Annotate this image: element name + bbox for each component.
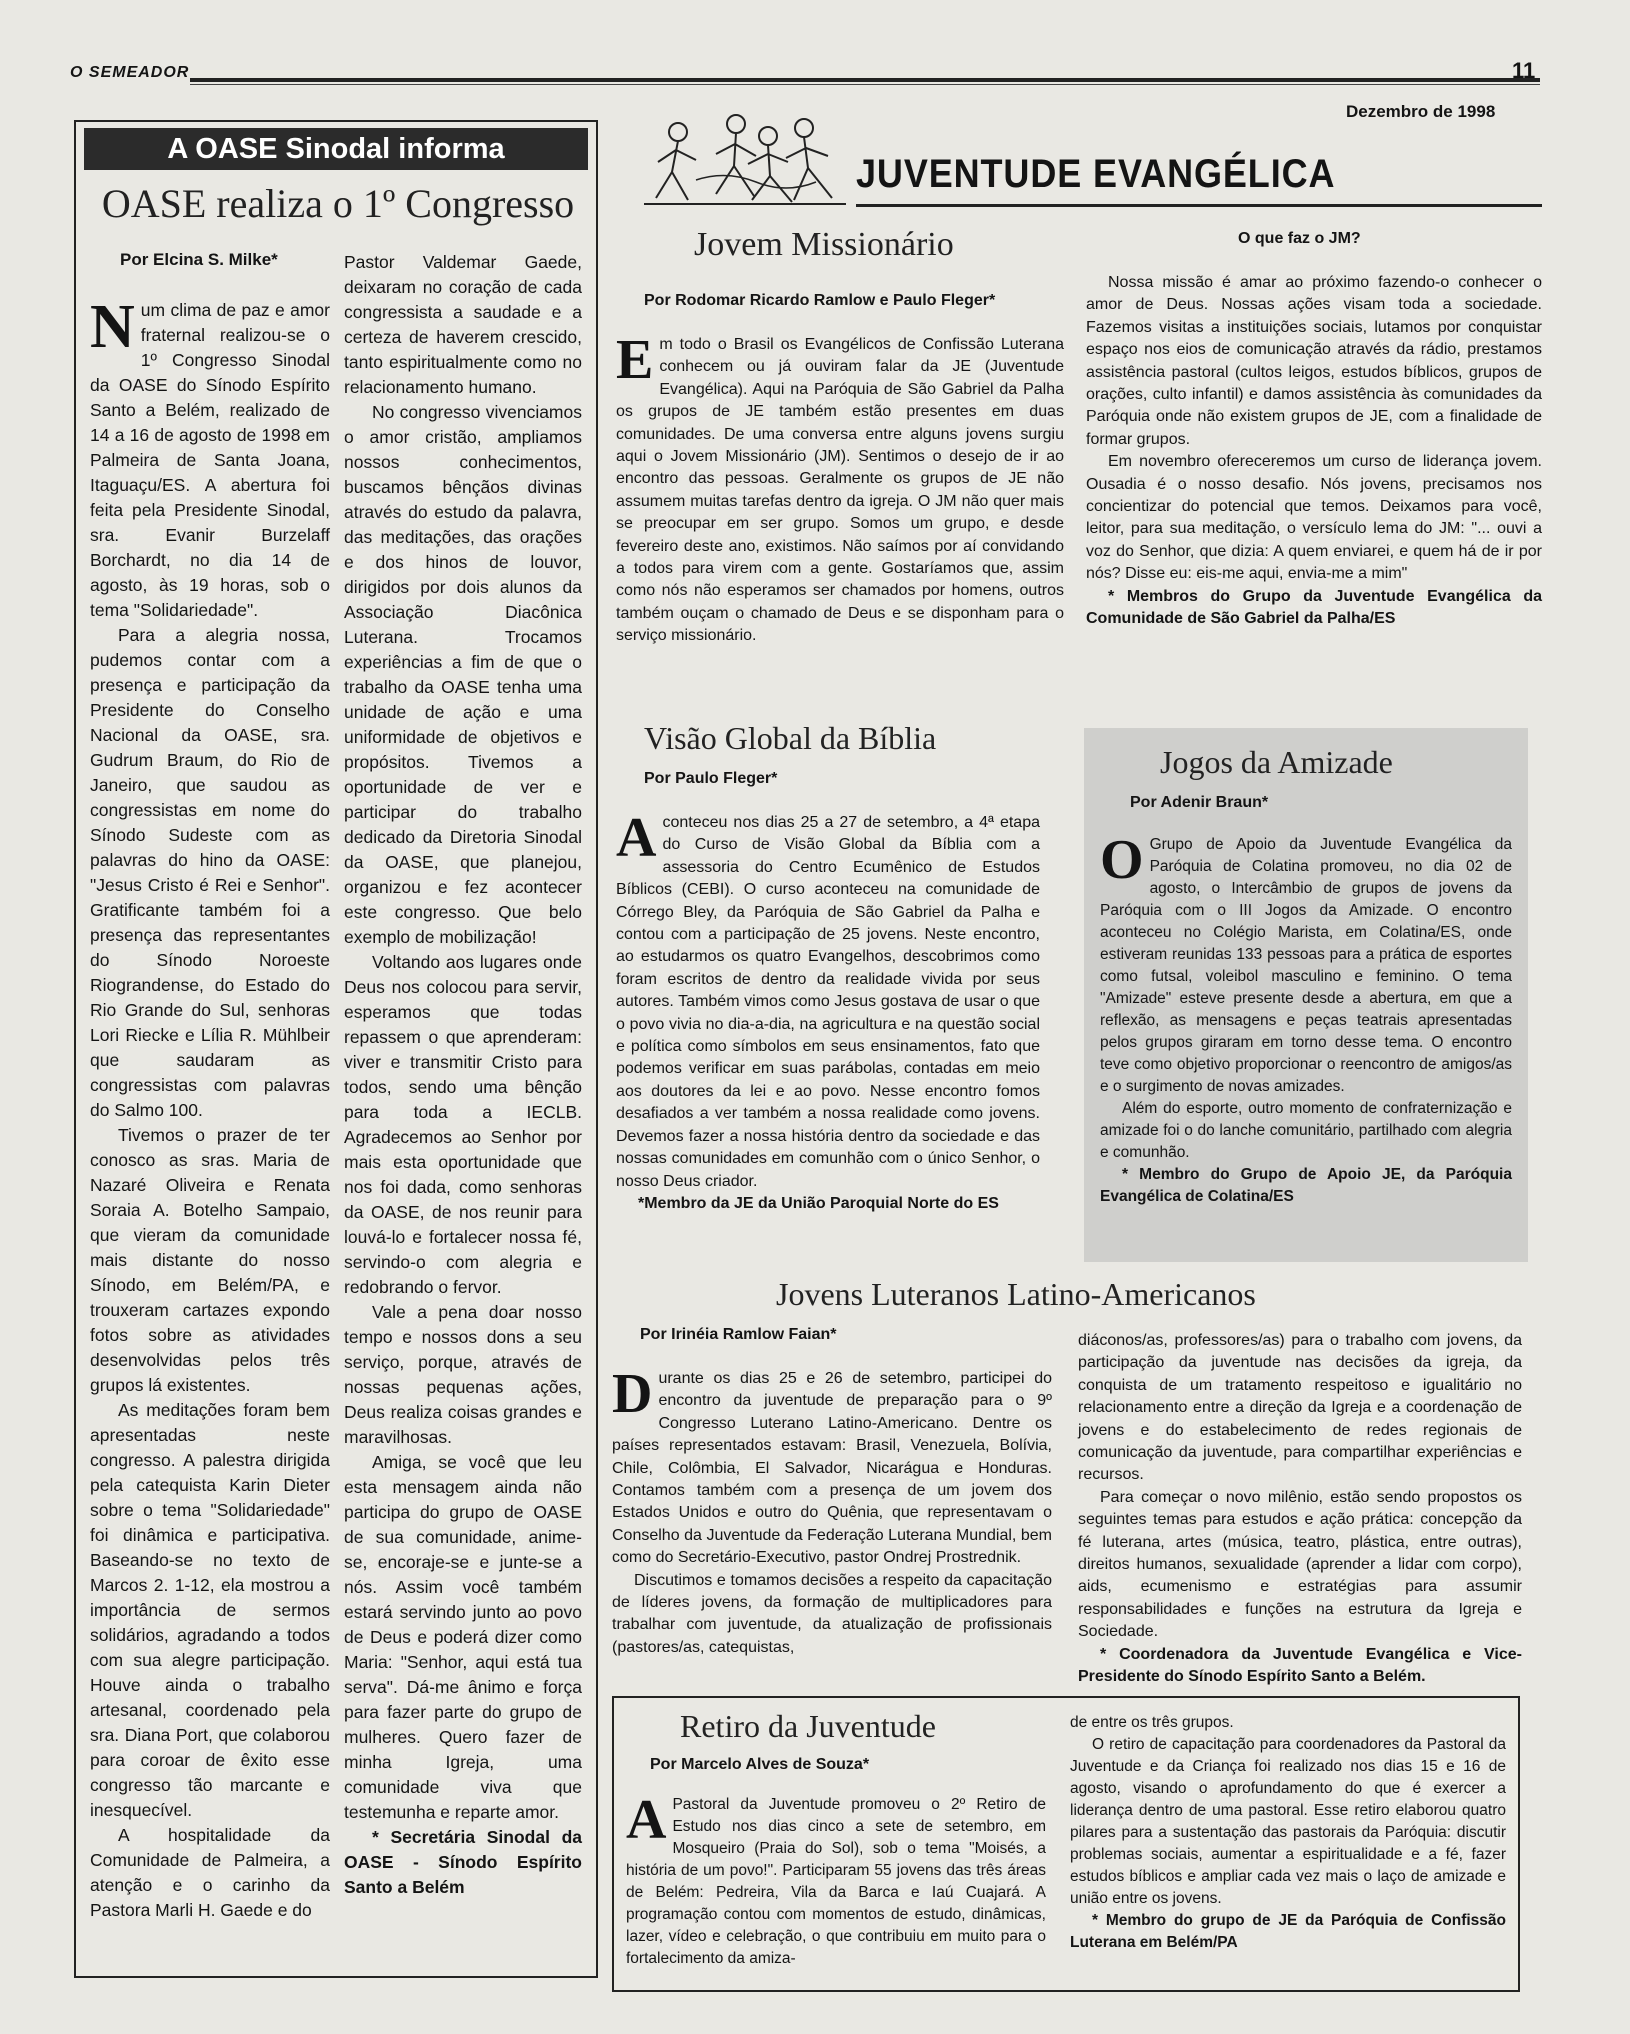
retiro-paragraph: de entre os três grupos. <box>1070 1714 1234 1731</box>
biblia-text <box>616 807 1040 1215</box>
jogos-paragraph: Além do esporte, outro momento de confraternização e amizade foi o do lanche comunitário, partilhado com alegria e comunhão. <box>1100 1100 1512 1161</box>
oase-paragraph: Vale a pena doar nosso tempo e nossos dons a seu serviço, porque, através de nossas pequenas ações, Deus realiza coisas grandes e maravilhosas. <box>344 1302 582 1447</box>
latino-left-text <box>612 1363 1052 1659</box>
latino-headline: Jovens Luteranos Latino-Americanos <box>776 1276 1256 1312</box>
oase-paragraph: No congresso vivenciamos o amor cristão, ampliamos nossos conhecimentos, buscamos bênçãos divinas através do estudo da palavra, das meditações, das orações e dos hinos de louvor, dirigidos por dois alunos da Associação Diacônica Luterana. Trocamos experiências a fim de que o trabalho da OASE tenha uma unidade de ação e uma uniformidade de objetivos e propósitos. Tivemos a oportunidade de ver e participar do trabalho dedicado da Diretoria Sinodal da OASE, que planejou, organizou e fez acontecer este congresso. Que belo exemplo de mobilização! <box>344 402 582 947</box>
page-number: 11 <box>1512 58 1536 83</box>
biblia-headline: Visão Global da Bíblia <box>644 720 937 756</box>
missionario-paragraph: Nossa missão é amar ao próximo fazendo-o conhecer o amor de Deus. Nossas ações visam toda a sociedade. Fazemos visitas a instituições sociais, lutamos por conquistar espaço nos eios de comunicação através da rádio, prestamos assistência pastoral (cultos leigos, estudos bíblicos, grupos de orações, culto infantil) e damos assistência às comunidades da Paróquia onde não existem grupos de JE, com a finalidade de formar grupos. <box>1086 274 1542 448</box>
latino-paragraph: Discutimos e tomamos decisões a respeito da capacitação de líderes jovens, da formação de multiplicadores para trabalhar com juventude, da atualização de profissionais (pastores/as, catequistas, <box>612 1571 1052 1656</box>
latino-paragraph: urante os dias 25 e 26 de setembro, participei do encontro da juventude de preparação para o 9º Congresso Luterano Latino-Americano. Dentre os países representados estavam: Brasil, Venezuela, Bolívia, Chile, Colômbia, El Salvador, Nicarágua e Honduras. Contamos também com a presença de um jovem dos Estados Unidos e outro do Quênia, que representavam o Conselho da Juventude da Federação Luterana Mundial, bem como do Secretário-Executivo, pastor Ondrej Prostrednik. <box>612 1370 1052 1567</box>
oase-byline: Por Elcina S. Milke* <box>120 250 278 269</box>
oase-paragraph: Tivemos o prazer de ter conosco as sras. Maria de Nazaré Oliveira e Renata Soraia A. Botelho Sampaio, que vieram da comunidade mais distante do nosso Sínodo, em Belém/PA, e trouxeram cartazes expondo fotos sobre as atividades desenvolvidas pelos três grupos lá existentes. <box>90 1125 330 1395</box>
retiro-left-text <box>626 1789 1046 1970</box>
oase-paragraph: Pastor Valdemar Gaede, deixaram no coração de cada congressista a saudade e a certeza de haverem crescido, tanto espiritualmente como no relacionamento humano. <box>344 252 582 397</box>
retiro-paragraph: O retiro de capacitação para coordenadores da Pastoral da Juventude e da Criança foi realizado nos dias 15 e 16 de agosto, visando o aprofundamento do que é exercer a liderança dentro de uma pastoral. Esse retiro elaborou quatro pilares para a sustentação das pastorais da Paróquia: discutir problemas sociais, aumentar a espiritualidade e a fé, fazer estudos bíblicos e ampliar cada vez mais o laço de amizade e união entre os jovens. <box>1070 1736 1506 1907</box>
missionario-paragraph: m todo o Brasil os Evangélicos de Confissão Luterana conhecem ou já ouviram falar da JE (Juventude Evangélica). Aqui na Paróquia de São Gabriel da Palha os grupos de JE também estão presentes em duas comunidades. De uma conversa entre alguns jovens surgiu aqui o Jovem Missionário (JM). Sentimos o desejo de ir ao encontro das pessoas. Geralmente os grupos de JE não assumem muitas tarefas dentro da igreja. O JM não quer mais se preocupar em ser grupo. Somos um grupo, e desde fevereiro deste ano, existimos. Não saímos por aí convidando a todos para virem com a gente. Gostaríamos que, assim como nós não esperamos ser chamados por homens, outros também ouçam o chamado de Deus e se disponham para o serviço missionário. <box>616 336 1064 645</box>
latino-paragraph: diáconos/as, professores/as) para o trabalho com jovens, da participação da juventude nas decisões da igreja, da conquista de um tratamento respeitoso e igualitário no relacionamento entre a direção da Igreja e a coordenação de jovens e do estabelecimento de redes regionais de comunicação da juventude, para compartilhar experiências e recursos. <box>1078 1332 1522 1484</box>
missionario-paragraph: Em novembro ofereceremos um curso de liderança jovem. Ousadia é o nosso desafio. Nós jovens, precisamos nos concientizar do potencial que temos. Deixamos para você, leitor, para sua meditação, o versículo lema do JM: "... ouvi a voz do Senhor, que dizia: A quem enviarei, e quem há de ir por nós? Disse eu: eis-me aqui, envia-me a mim" <box>1086 453 1542 583</box>
latino-right-text <box>1078 1330 1522 1689</box>
missionario-headline: Jovem Missionário <box>694 226 954 263</box>
latino-signature: * Coordenadora da Juventude Evangélica e Vice-Presidente do Sínodo Espírito Santo a Belém. <box>1078 1645 1522 1686</box>
oase-article-col2 <box>344 250 582 1900</box>
oase-dropcap: N <box>90 293 135 361</box>
oase-paragraph: um clima de paz e amor fraternal realizou-se o 1º Congresso Sinodal da OASE do Sínodo Espírito Santo a Belém, realizado de 14 a 16 de agosto de 1998 em Palmeira de Santa Joana, Itaguaçu/ES. A abertura foi feita pela Presidente Sinodal, sra. Evanir Burzelaff Borchardt, no dia 14 de agosto, às 19 horas, sob o tema "Solidariedade". <box>90 300 330 620</box>
jogos-paragraph: Grupo de Apoio da Juventude Evangélica da Paróquia de Colatina promoveu, no dia 02 de agosto, o Intercâmbio de grupos de jovens da Paróquia com o III Jogos da Amizade. O encontro aconteceu no Colégio Marista, em Colatina/ES, onde estiveram reunidas 133 pessoas para a prática de esportes como futsal, voleibol masculino e feminino. O tema "Amizade" esteve presente desde a abertura, em que a reflexão, as mensagens e peças teatrais apresentadas pelos grupos giraram em torno desse tema. O encontro teve como objetivo proporcionar o reencontro de amigos/as e o surgimento de novas amizades. <box>1100 836 1512 1095</box>
retiro-headline: Retiro da Juventude <box>680 1708 936 1744</box>
retiro-right-text <box>1070 1712 1506 1954</box>
jogos-text <box>1100 829 1512 1208</box>
header-rule <box>190 78 1540 82</box>
latino-paragraph: Para começar o novo milênio, estão sendo propostos os seguintes temas para estudos e ação prática: concepção da fé luterana, artes (música, teatro, plástica, entre outras), direitos humanos, sexualidade (aprender a lidar com corpo), aids, ecumenismo e estratégias para assumir responsabilidades e funções na estrutura da Igreja e Sociedade. <box>1078 1488 1522 1641</box>
latino-byline: Por Irinéia Ramlow Faian* <box>640 1326 837 1343</box>
jogos-byline: Por Adenir Braun* <box>1130 794 1269 811</box>
oase-signature: * Secretária Sinodal da OASE - Sínodo Espírito Santo a Belém <box>344 1827 582 1897</box>
juventude-section-title: JUVENTUDE EVANGÉLICA <box>856 152 1336 196</box>
oase-banner: A OASE Sinodal informa <box>84 128 588 170</box>
biblia-dropcap: A <box>616 807 657 869</box>
retiro-signature: * Membro do grupo de JE da Paróquia de Confissão Luterana em Belém/PA <box>1070 1912 1506 1951</box>
biblia-signature: *Membro da JE da União Paroquial Norte do ES <box>638 1194 999 1212</box>
newspaper-name: O SEMEADOR <box>70 64 190 81</box>
issue-date: Dezembro de 1998 <box>1346 102 1496 121</box>
missionario-text <box>616 329 1064 648</box>
missionario-signature: * Membros do Grupo da Juventude Evangélica da Comunidade de São Gabriel da Palha/ES <box>1086 587 1542 628</box>
missionario-dropcap: E <box>616 329 654 391</box>
oase-paragraph: A hospitalidade da Comunidade de Palmeira, a atenção e o carinho da Pastora Marli H. Gaede e do <box>90 1825 330 1920</box>
oase-paragraph: As meditações foram bem apresentadas neste congresso. A palestra dirigida pela catequista Karin Dieter sobre o tema "Solidariedade" foi dinâmica e participativa. Baseando-se no texto de Marcos 2. 1-12, ela mostrou a importância de sermos solidários, agradando a todos com sua alegre participação. Houve ainda o trabalho artesanal, coordenado pela sra. Diana Port, que colaborou para coroar de êxito esse congresso tão marcante e inesquecível. <box>90 1400 330 1820</box>
biblia-paragraph: conteceu nos dias 25 a 27 de setembro, a 4ª etapa do Curso de Visão Global da Bíblia com a assessoria do Centro Ecumênico de Estudos Bíblicos (CEBI). O curso aconteceu na comunidade de Córrego Bley, da Paróquia de São Gabriel da Palha e contou com a participação de 25 jovens. Neste encontro, ao estudarmos os quatro Evangelhos, descobrimos como foram escritos de dentro da realidade vivida por seus autores. Também vimos como Jesus gostava de usar o que o povo vivia no dia-a-dia, na agricultura e na questão social e política como símbolos em seus ensinamentos, fato que podemos verificar em suas parábolas, contadas em meio aos doutores da lei e ao povo. Nesse encontro fomos desafiados a ver também a nossa realidade como jovens. Devemos fazer a nossa história dentro da sociedade e das nossas comunidades em comunhão com o único Senhor, o nosso Deus criador. <box>616 814 1040 1190</box>
jogos-headline: Jogos da Amizade <box>1160 744 1393 780</box>
oase-paragraph: Amiga, se você que leu esta mensagem ainda não participa do grupo de OASE de sua comunidade, anime-se, encoraje-se e junte-se a nós. Assim você também estará servindo junto ao povo de Deus e poderá dizer como Maria: "Senhor, aqui está tua serva". Dá-me ânimo e força para fazer parte do grupo de mulheres. Quero fazer de minha Igreja, uma comunidade viva que testemunha e reparte amor. <box>344 1452 582 1822</box>
retiro-paragraph: Pastoral da Juventude promoveu o 2º Retiro de Estudo nos dias cinco a sete de setembro, em Mosqueiro (Praia do Sol), sob o tema "Moisés, a história de um povo!". Participaram 55 jovens das três áreas de Belém: Pedreira, Vila da Barca e Iaú Cuajará. A programação contou com momentos de estudo, dinâmicas, lazer, vídeo e celebração, o que contribuiu em muito para o fortalecimento da amiza- <box>626 1796 1046 1967</box>
retiro-byline: Por Marcelo Alves de Souza* <box>650 1756 870 1773</box>
youth-group-illustration <box>636 110 852 210</box>
jogos-dropcap: O <box>1100 829 1144 891</box>
oase-article-col1 <box>90 293 330 1923</box>
missionario-right-text <box>1086 272 1542 631</box>
oase-headline: OASE realiza o 1º Congresso <box>101 181 575 226</box>
oase-paragraph: Voltando aos lugares onde Deus nos colocou para servir, esperamos que todas repassem o que aprenderam: viver e transmitir Cristo para todos, sendo uma bênção para toda a IECLB. Agradecemos ao Senhor por mais esta oportunidade que nos foi dada, como senhoras da OASE, de nos reunir para louvá-lo e fortalecer nossa fé, servindo-o com alegria e redobrando o fervor. <box>344 952 582 1297</box>
jogos-signature: * Membro do Grupo de Apoio JE, da Paróquia Evangélica de Colatina/ES <box>1100 1166 1512 1205</box>
missionario-byline: Por Rodomar Ricardo Ramlow e Paulo Fleger* <box>644 292 996 309</box>
biblia-byline: Por Paulo Fleger* <box>644 770 778 787</box>
header-rule-thin <box>190 84 1540 85</box>
latino-dropcap: D <box>612 1363 653 1425</box>
juventude-rule <box>856 204 1542 207</box>
missionario-subhead: O que faz o JM? <box>1238 230 1361 247</box>
oase-paragraph: Para a alegria nossa, pudemos contar com a presença e participação da Presidente do Conselho Nacional da OASE, sra. Gudrum Braum, do Rio de Janeiro, que saudou as congressistas em nome do Sínodo Sudeste com as palavras do hino da OASE: "Jesus Cristo é Rei e Senhor". Gratificante também foi a presença das representantes do Sínodo Noroeste Riograndense, do Estado do Rio Grande do Sul, senhoras Lori Riecke e Lília R. Mühlbeir que saudaram as congressistas com palavras do Salmo 100. <box>90 625 330 1120</box>
retiro-dropcap: A <box>626 1789 667 1851</box>
